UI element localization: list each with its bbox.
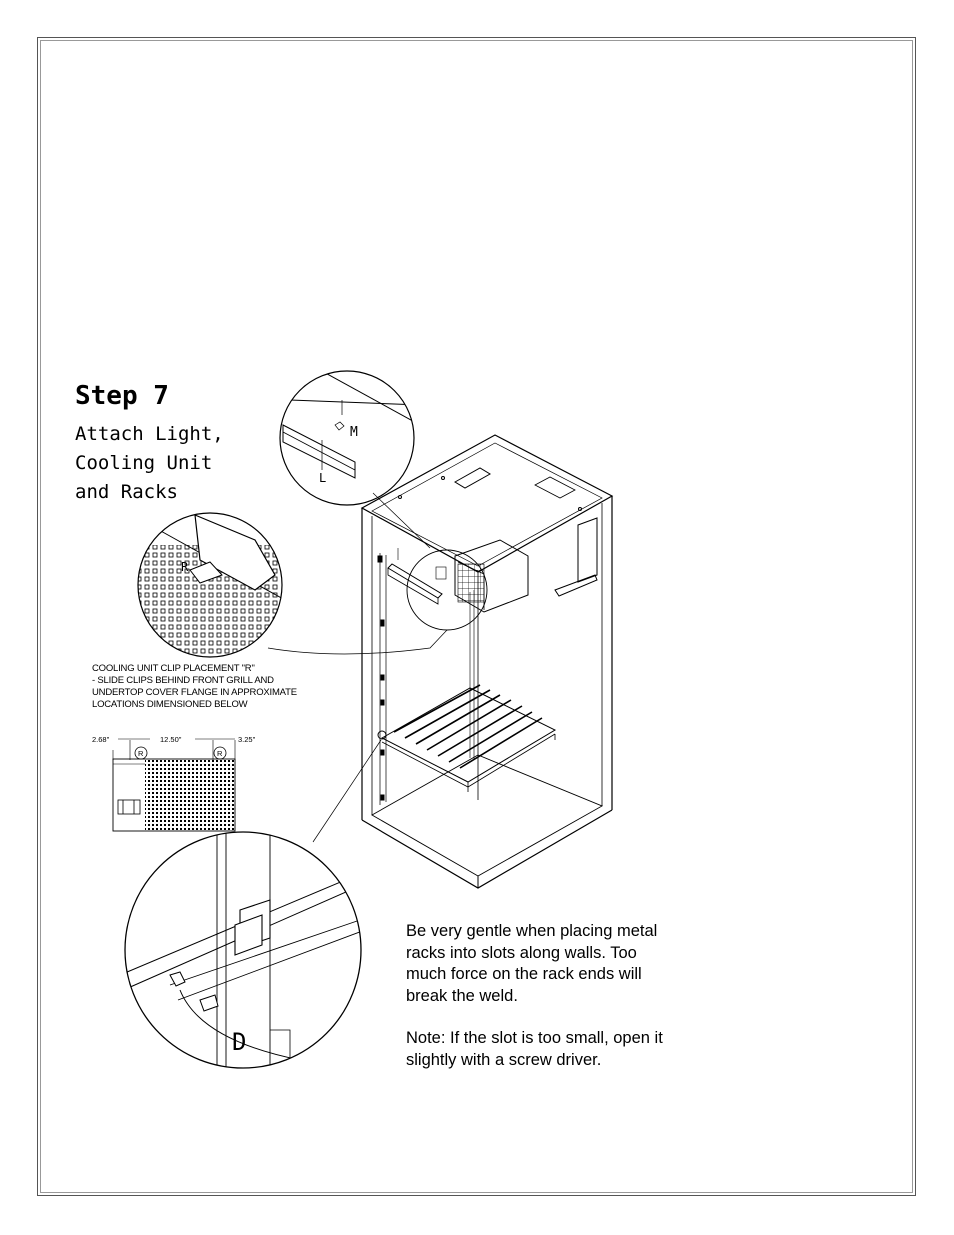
caution-paragraph: Be very gentle when placing metal racks into slots along walls. Too much force on the rack ends will break the weld.: [406, 922, 658, 1005]
step-subtitle-line: and Racks: [75, 481, 178, 503]
caution-note-paragraph: Note: If the slot is too small, open it slightly with a screw driver.: [406, 1029, 663, 1069]
dimension-middle: 12.50": [160, 735, 182, 744]
light-label-l: L: [319, 471, 327, 485]
dimension-right: 3.25": [238, 735, 256, 744]
clip-dimension-diagram: [92, 735, 256, 831]
clip-note-line: LOCATIONS DIMENSIONED BELOW: [92, 699, 248, 710]
light-detail-callout: [280, 370, 420, 505]
grill-clip-detail-callout: [130, 513, 285, 665]
clip-note-line: - SLIDE CLIPS BEHIND FRONT GRILL AND: [92, 675, 274, 686]
step-subtitle-line: Cooling Unit: [75, 452, 213, 474]
clip-marker-right: R: [217, 749, 223, 758]
clip-note-line: COOLING UNIT CLIP PLACEMENT "R": [92, 663, 255, 674]
clip-label-r: R: [181, 560, 189, 574]
rack-label-d: D: [232, 1028, 247, 1056]
step-subtitle-line: Attach Light,: [75, 423, 224, 445]
step-title: Step 7: [75, 381, 169, 411]
clip-marker-left: R: [138, 749, 144, 758]
light-label-m: M: [350, 425, 358, 440]
dimension-left: 2.68": [92, 735, 110, 744]
wine-cabinet-drawing: [362, 435, 612, 888]
rack-end-detail-callout: [120, 832, 365, 1070]
clip-note-line: UNDERTOP COVER FLANGE IN APPROXIMATE: [92, 687, 297, 698]
